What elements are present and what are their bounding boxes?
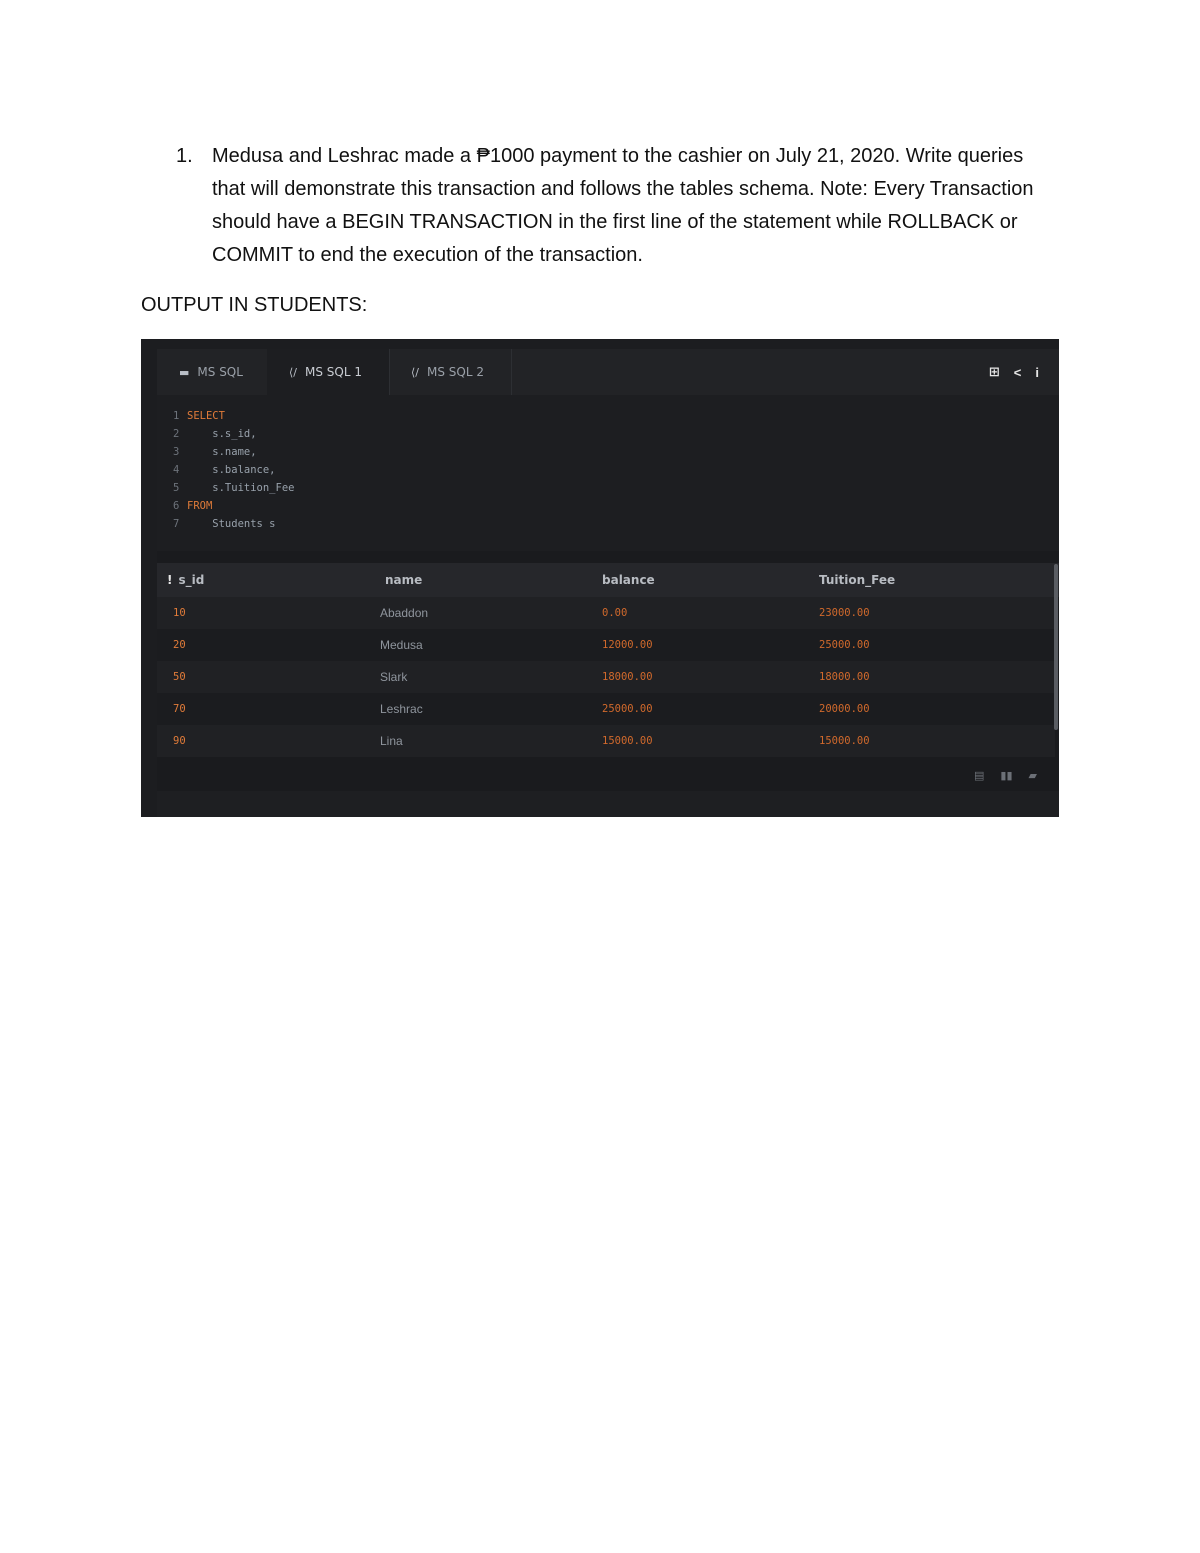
- tab-ms-sql[interactable]: [157, 349, 267, 395]
- cell-name: Medusa: [380, 638, 423, 652]
- table-row[interactable]: [157, 693, 1055, 725]
- cell-balance: 12000.00: [602, 639, 653, 651]
- grid-scrollbar[interactable]: [1054, 564, 1058, 730]
- cell-s-id: 10: [173, 607, 186, 619]
- table-row[interactable]: [157, 725, 1055, 757]
- cell-name: Slark: [380, 670, 408, 684]
- code-line: 6 FROM: [173, 500, 213, 512]
- cell-tuition-fee: 20000.00: [819, 703, 870, 715]
- cell-s-id: 20: [173, 639, 186, 651]
- table-row[interactable]: [157, 629, 1055, 661]
- code-editor[interactable]: [157, 395, 1059, 551]
- question-text: Medusa and Leshrac made a ₱1000 payment to the cashier on July 21, 2020. Write queries that will demonstrate this transaction and follows the tables schema. Note: Every Transaction should have a BEGIN TRANSACTION in the first line of the statement while ROLLBACK or COMMIT to end the execution of the transaction.: [212, 145, 1034, 266]
- code-line: 2 s.s_id,: [173, 428, 257, 440]
- column-header-balance[interactable]: balance: [602, 573, 655, 587]
- tab-label: MS SQL: [197, 365, 243, 379]
- cell-s-id: 70: [173, 703, 186, 715]
- sql-editor-panel: [157, 349, 1059, 817]
- cell-tuition-fee: 25000.00: [819, 639, 870, 651]
- table-row[interactable]: [157, 597, 1055, 629]
- grid-header: [157, 563, 1059, 597]
- cell-balance: 25000.00: [602, 703, 653, 715]
- code-icon: ⟨/: [411, 365, 419, 379]
- cell-tuition-fee: 15000.00: [819, 735, 870, 747]
- table-view-icon[interactable]: ▤: [974, 770, 985, 782]
- grid-footer: [157, 761, 1059, 791]
- cell-s-id: 50: [173, 671, 186, 683]
- column-header-s-id[interactable]: ! s_id: [167, 573, 205, 587]
- code-line: 1 SELECT: [173, 410, 225, 422]
- cell-name: Abaddon: [380, 606, 429, 620]
- output-label: OUTPUT IN STUDENTS:: [141, 294, 368, 316]
- code-line: 7 Students s: [173, 518, 276, 530]
- tab-divider: [511, 349, 512, 395]
- key-marker-icon: !: [167, 573, 173, 587]
- cell-balance: 18000.00: [602, 671, 653, 683]
- cell-tuition-fee: 18000.00: [819, 671, 870, 683]
- table-row[interactable]: [157, 661, 1055, 693]
- share-icon[interactable]: <: [1013, 364, 1022, 380]
- sql-screenshot: [141, 339, 1059, 817]
- tab-label: MS SQL 1: [305, 365, 362, 379]
- cell-name: Lina: [380, 734, 403, 748]
- code-line: 3 s.name,: [173, 446, 257, 458]
- column-header-tuition-fee[interactable]: Tuition_Fee: [819, 573, 896, 587]
- cell-balance: 0.00: [602, 607, 628, 619]
- code-line: 5 s.Tuition_Fee: [173, 482, 295, 494]
- database-icon: ▬: [179, 365, 190, 379]
- code-icon: ⟨/: [289, 365, 297, 379]
- info-icon[interactable]: i: [1035, 364, 1039, 380]
- tab-ms-sql-1[interactable]: [267, 349, 389, 395]
- chart-view-icon[interactable]: ▮▮: [1000, 770, 1013, 782]
- toolbar: [989, 349, 1039, 395]
- add-icon[interactable]: ⊞: [988, 364, 1000, 379]
- tab-ms-sql-2[interactable]: [389, 349, 511, 395]
- cell-name: Leshrac: [380, 702, 423, 716]
- tab-bar: [157, 349, 1059, 395]
- question-number: 1.: [176, 145, 193, 167]
- cell-s-id: 90: [173, 735, 186, 747]
- cell-balance: 15000.00: [602, 735, 653, 747]
- save-icon[interactable]: ▰: [1028, 770, 1037, 782]
- column-header-name[interactable]: name: [385, 573, 423, 587]
- tab-label: MS SQL 2: [427, 365, 484, 379]
- status-strip: [157, 791, 1059, 817]
- code-line: 4 s.balance,: [173, 464, 276, 476]
- cell-tuition-fee: 23000.00: [819, 607, 870, 619]
